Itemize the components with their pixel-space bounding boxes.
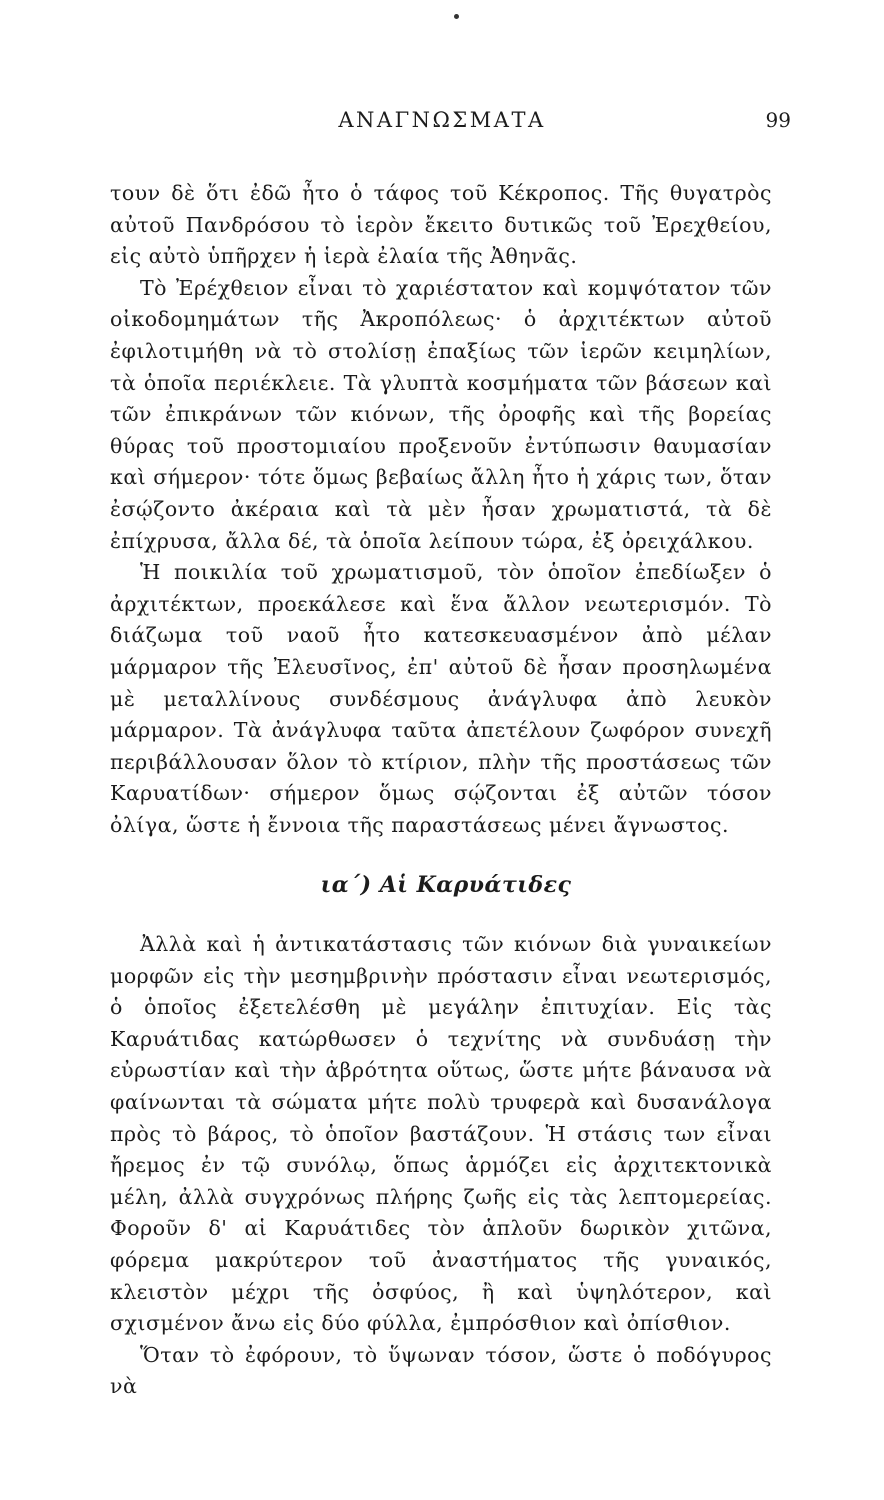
paragraph-erechtheion: Τὸ Ἐρέχθειον εἶναι τὸ χαριέστατον καὶ κομψότατον τῶν οἰκοδομημάτων τῆς Ἀκροπόλεως· ὁ ἀρχιτέκτων αὐτοῦ ἐφιλοτιμήθη νὰ τὸ στολίσῃ ἐπαξίως τῶν ἱερῶν κειμηλίων, τὰ ὁποῖα περιέκλειε. Τὰ γλυπτὰ κοσμήματα τῶν βάσεων καὶ τῶν ἐπικράνων τῶν κιόνων, τῆς ὀροφῆς καὶ τῆς βορείας θύρας τοῦ προστομιαίου προξενοῦν ἐντύπωσιν θαυμασίαν καὶ σήμερον· τότε ὅμως βεβαίως ἄλλη ἦτο ἡ χάρις των, ὅταν ἐσῴζοντο ἀκέραια καὶ τὰ μὲν ἦσαν χρωματιστά, τὰ δὲ ἐπίχρυσα, ἄλλα δέ, τὰ ὁποῖα λείπουν τώρα, ἐξ ὀρειχάλκου.	[110, 275, 772, 553]
paragraph-continuation: τουν δὲ ὅτι ἐδῶ ἦτο ὁ τάφος τοῦ Κέκροπος. Τῆς θυγατρὸς αὐτοῦ Πανδρόσου τὸ ἱερὸν ἔκειτο δυτικῶς τοῦ Ἐρεχθείου, εἰς αὐτὸ ὑπῆρχεν ἡ ἱερὰ ἐλαία τῆς Ἀθηνᾶς.	[110, 181, 772, 269]
paragraph-coloring: Ἡ ποικιλία τοῦ χρωματισμοῦ, τὸν ὁποῖον ἐπεδίωξεν ὁ ἀρχιτέκτων, προεκάλεσε καὶ ἕνα ἄλλον νεωτερισμόν. Τὸ διάζωμα τοῦ ναοῦ ἦτο κατεσκευασμένον ἀπὸ μέλαν μάρμαρον τῆς Ἐλευσῖνος, ἐπ' αὐτοῦ δὲ ἦσαν προσηλωμένα μὲ μεταλλίνους συνδέσμους ἀνάγλυφα ἀπὸ λευκὸν μάρμαρον. Τὰ ἀνάγλυφα ταῦτα ἀπετέλουν ζωφόρον συνεχῆ περιβάλλουσαν ὅλον τὸ κτίριον, πλὴν τῆς προστάσεως τῶν Καρυατίδων· σήμερον ὅμως σῴζονται ἐξ αὐτῶν τόσον ὀλίγα, ὥστε ἡ ἔννοια τῆς παραστάσεως μένει ἄγνωστος.	[110, 560, 772, 837]
body-text	[110, 178, 772, 1403]
page-number: 99	[765, 108, 791, 132]
page-header	[0, 108, 884, 138]
ink-speck	[454, 14, 459, 19]
paragraph-final: Ὅταν τὸ ἐφόρουν, τὸ ὕψωναν τόσον, ὥστε ὁ ποδόγυρος νὰ	[110, 1342, 772, 1399]
section-heading: ια΄) Αἱ Καρυάτιδες	[320, 872, 572, 899]
running-title: ΑΝΑΓΝΩΣΜΑΤΑ	[338, 108, 546, 132]
paragraph-caryatids: Ἀλλὰ καὶ ἡ ἀντικατάστασις τῶν κιόνων διὰ γυναικείων μορφῶν εἰς τὴν μεσημβρινὴν πρόστασιν εἶναι νεωτερισμός, ὁ ὁποῖος ἐξετελέσθη μὲ μεγάλην ἐπιτυχίαν. Εἰς τὰς Καρυάτιδας κατώρθωσεν ὁ τεχνίτης νὰ συνδυάσῃ τὴν εὐρωστίαν καὶ τὴν ἁβρότητα οὕτως, ὥστε μήτε βάναυσα νὰ φαίνωνται τὰ σώματα μήτε πολὺ τρυφερὰ καὶ δυσανάλογα πρὸς τὸ βάρος, τὸ ὁποῖον βαστάζουν. Ἡ στάσις των εἶναι ἤρεμος ἐν τῷ συνόλῳ, ὅπως ἁρμόζει εἰς ἀρχιτεκτονικὰ μέλη, ἀλλὰ συγχρόνως πλήρης ζωῆς εἰς τὰς λεπτομερείας. Φοροῦν δ' αἱ Καρυάτιδες τὸν ἁπλοῦν δωρικὸν χιτῶνα, φόρεμα μακρύτερον τοῦ ἀναστήματος τῆς γυναικός, κλειστὸν μέχρι τῆς ὀσφύος, ἢ καὶ ὑψηλότερον, καὶ σχισμένον ἄνω εἰς δύο φύλλα, ἐμπρόσθιον καὶ ὀπίσθιον.	[110, 932, 772, 1336]
